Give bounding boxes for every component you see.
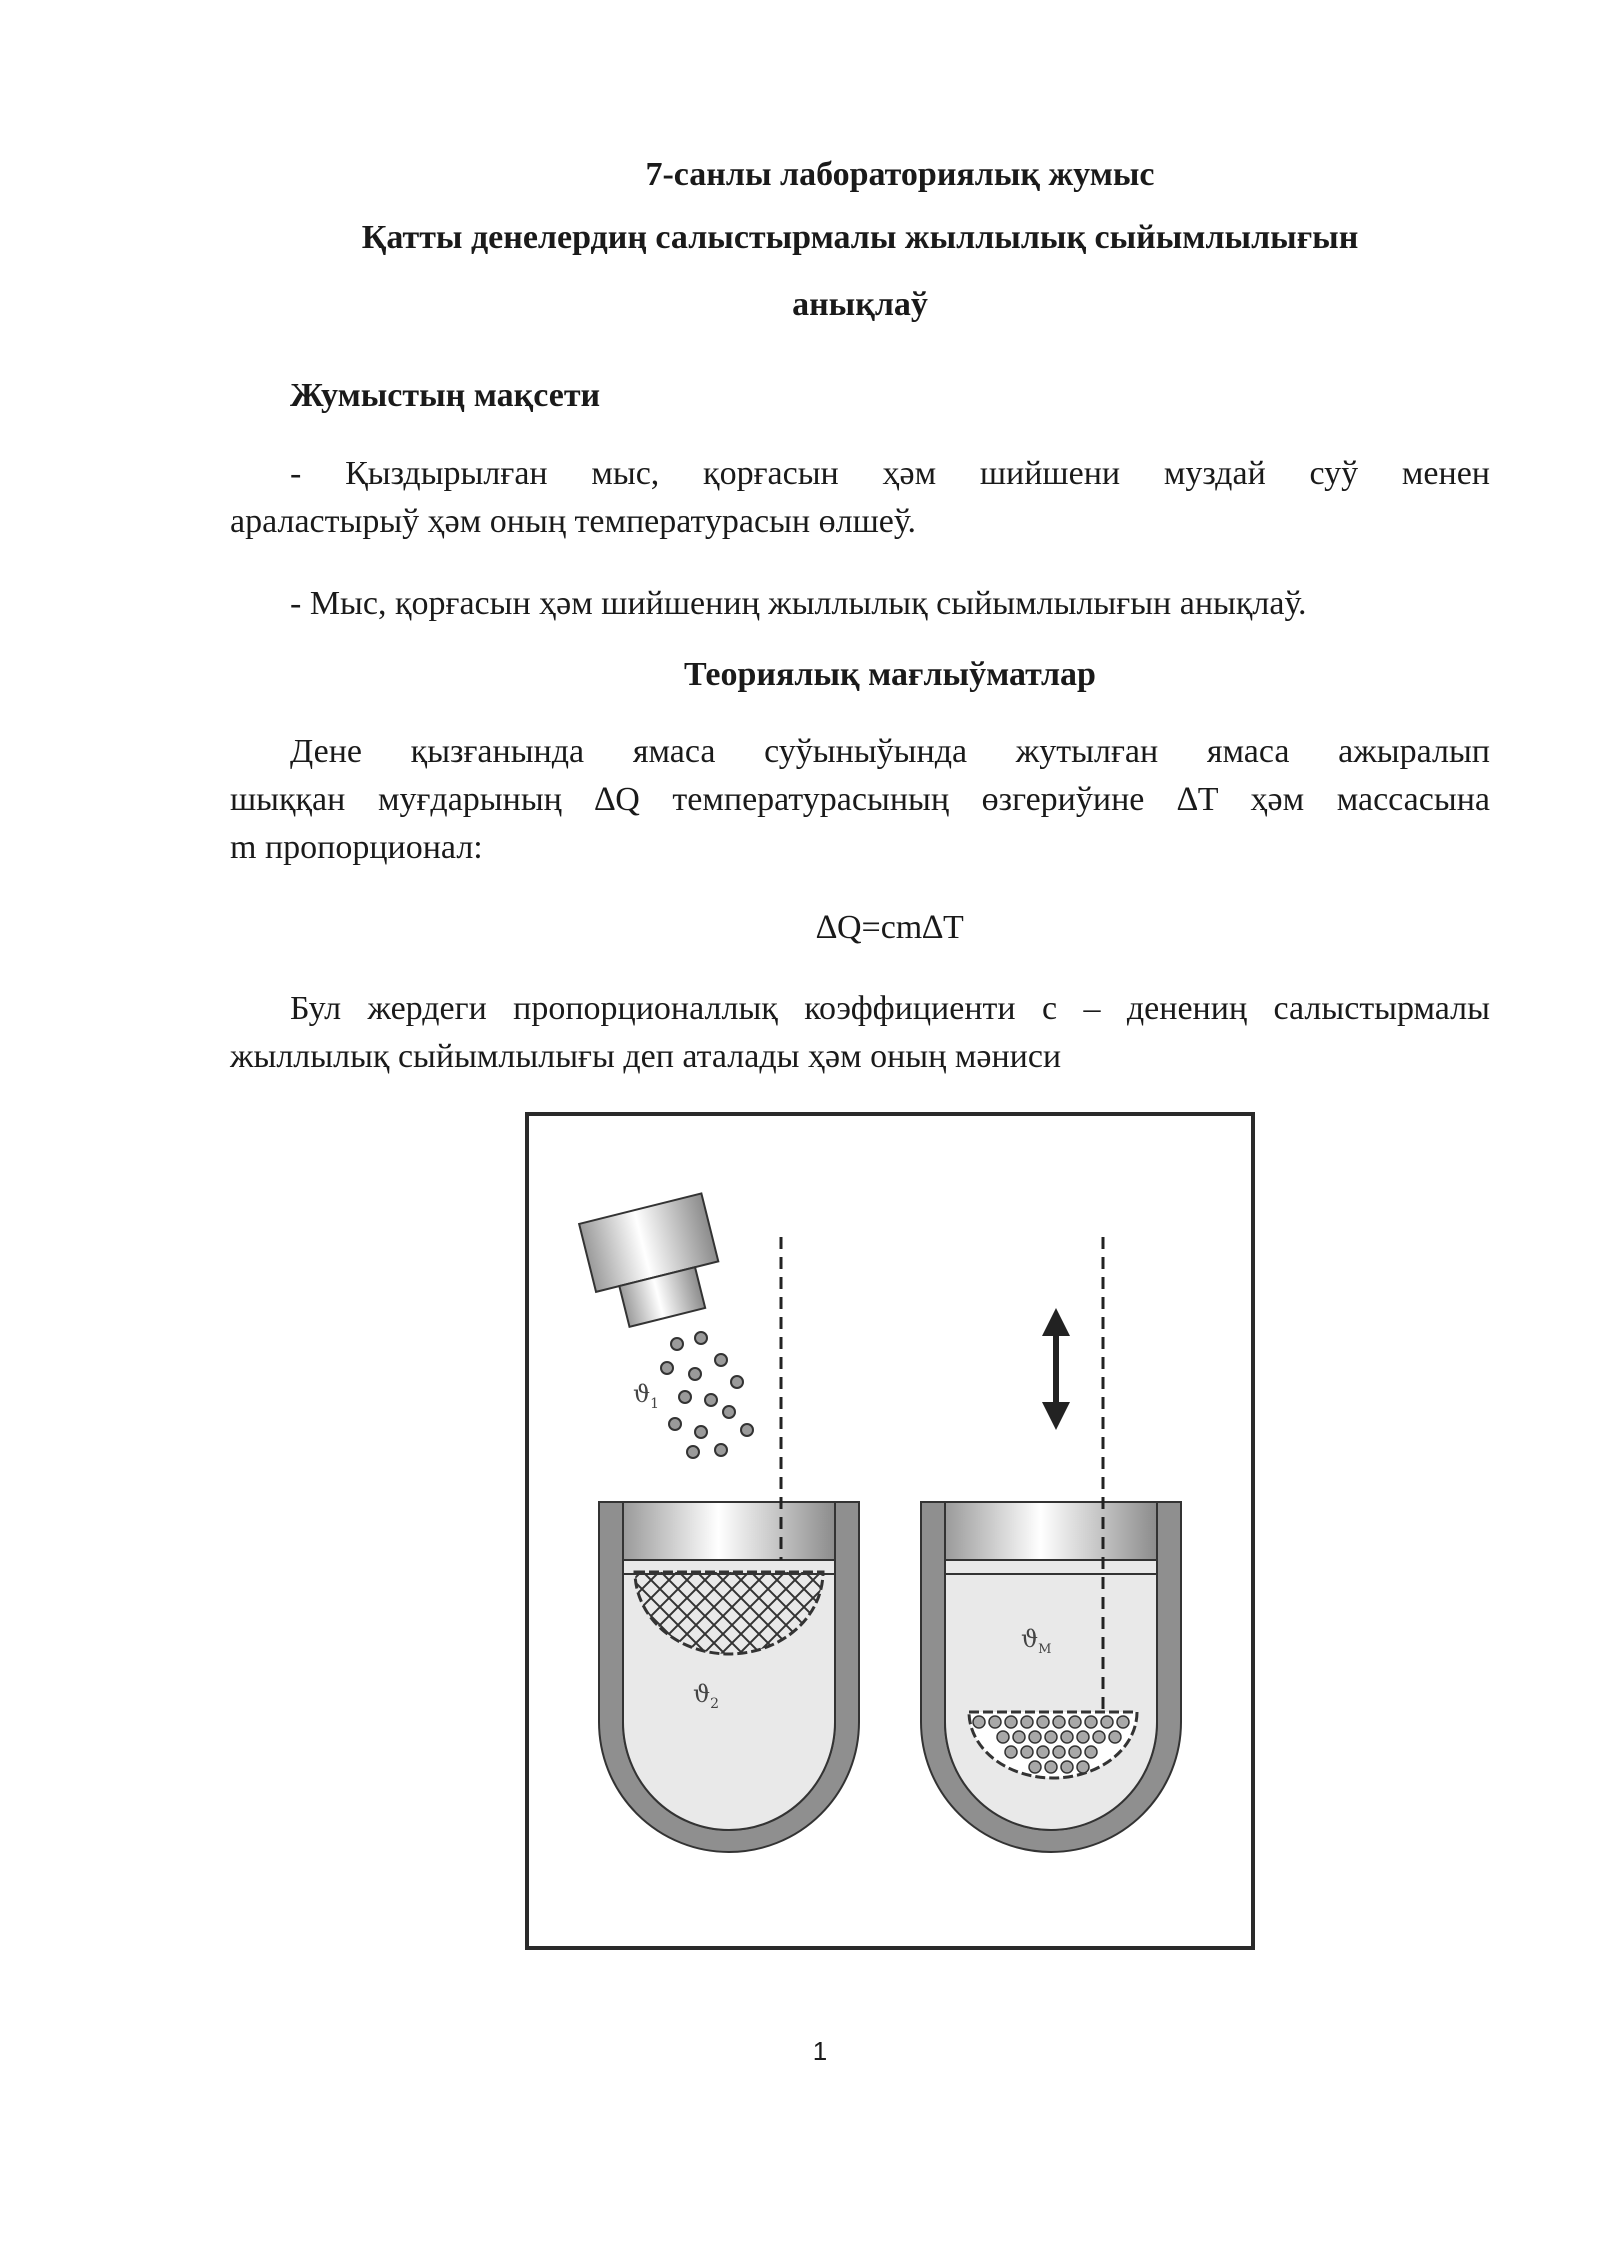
pellet xyxy=(1053,1716,1065,1728)
goal-p2-line: - Мыс, қорғасын ҳәм шийшениң жыллылық сыйымлылығын анықлаў. xyxy=(290,585,1307,622)
pellet xyxy=(723,1406,735,1418)
pellet xyxy=(1077,1761,1089,1773)
pellet xyxy=(1021,1716,1033,1728)
pellet xyxy=(741,1424,753,1436)
left-lid xyxy=(623,1502,835,1560)
pellet xyxy=(1053,1746,1065,1758)
lab-work-subtitle: Қатты денелердиң салыстырмалы жыллылық сыйымлылығын xyxy=(361,219,1359,256)
pellet xyxy=(1045,1731,1057,1743)
theory-paragraph-1 xyxy=(230,728,1490,872)
pellet xyxy=(1093,1731,1105,1743)
pellet xyxy=(1101,1716,1113,1728)
theory-p2-line1: Бул жердеги пропорционаллық коэффициенти c – денениң салыстырмалы xyxy=(290,990,1490,1027)
theory-paragraph-2 xyxy=(230,985,1490,1081)
theory-p1-line3: m пропорционал: xyxy=(230,829,483,866)
right-calorimeter xyxy=(921,1502,1181,1852)
goal-paragraph-1 xyxy=(230,450,1490,546)
pellet xyxy=(1005,1716,1017,1728)
theory-p2-line2: жыллылық сыйымлылығы деп аталады ҳәм оның мәниси xyxy=(230,1038,1062,1075)
thetaM-label: $ϑ_M$ xyxy=(1021,1625,1052,1657)
heat-formula: ∆Q=cm∆T xyxy=(816,909,964,946)
goal-paragraph-2 xyxy=(230,580,1490,628)
theta1-label: $ϑ_1$ xyxy=(633,1380,660,1412)
pellet xyxy=(705,1394,717,1406)
right-lid xyxy=(945,1502,1157,1560)
pellet xyxy=(661,1362,673,1374)
pellet xyxy=(1069,1716,1081,1728)
lab-work-title: 7-санлы лабораториялық жумыс xyxy=(645,156,1155,193)
calorimeter-figure xyxy=(525,1112,1255,1950)
pellet xyxy=(1037,1746,1049,1758)
lab-work-subtitle-cont: анықлаў xyxy=(792,286,928,323)
pellet xyxy=(1045,1761,1057,1773)
left-calorimeter xyxy=(599,1502,859,1852)
pellet xyxy=(1037,1716,1049,1728)
pellet xyxy=(731,1376,743,1388)
pellet xyxy=(989,1716,1001,1728)
pellet xyxy=(1061,1761,1073,1773)
pellet xyxy=(1029,1761,1041,1773)
pellet xyxy=(1029,1731,1041,1743)
theory-heading: Теориялық мағлыўматлар xyxy=(684,656,1096,693)
pellet xyxy=(1013,1731,1025,1743)
pellet xyxy=(997,1731,1009,1743)
pellet xyxy=(1069,1746,1081,1758)
calorimeter-diagram xyxy=(525,1112,1255,1950)
pellet xyxy=(671,1338,683,1350)
pellet xyxy=(695,1332,707,1344)
page-number: 1 xyxy=(812,2036,828,2066)
theta2-label: $ϑ_2$ xyxy=(693,1680,720,1712)
pellet xyxy=(679,1391,691,1403)
pellet xyxy=(1085,1746,1097,1758)
pellet xyxy=(1061,1731,1073,1743)
pellet xyxy=(695,1426,707,1438)
pellet xyxy=(669,1418,681,1430)
pellet xyxy=(1077,1731,1089,1743)
goal-heading: Жумыстың мақсети xyxy=(290,377,601,414)
pellet xyxy=(1117,1716,1129,1728)
theory-p1-line2: шыққан муғдарының ∆Q температурасының өзгериўине ∆T ҳәм массасына xyxy=(230,781,1490,818)
pellet xyxy=(973,1716,985,1728)
pellet xyxy=(1021,1746,1033,1758)
goal-p1-line2: араластырыў ҳәм оның температурасын өлшеў. xyxy=(230,503,916,540)
goal-p1-line1: - Қыздырылған мыс, қорғасын ҳәм шийшени муздай суў менен xyxy=(290,455,1490,492)
pellet xyxy=(687,1446,699,1458)
pellet xyxy=(689,1368,701,1380)
pellet xyxy=(1085,1716,1097,1728)
pellet xyxy=(715,1444,727,1456)
pellet xyxy=(1005,1746,1017,1758)
pellet xyxy=(715,1354,727,1366)
pellet xyxy=(1109,1731,1121,1743)
theory-p1-line1: Дене қызғанында ямаса суўыныўында жутылған ямаса ажыралып xyxy=(290,733,1490,770)
